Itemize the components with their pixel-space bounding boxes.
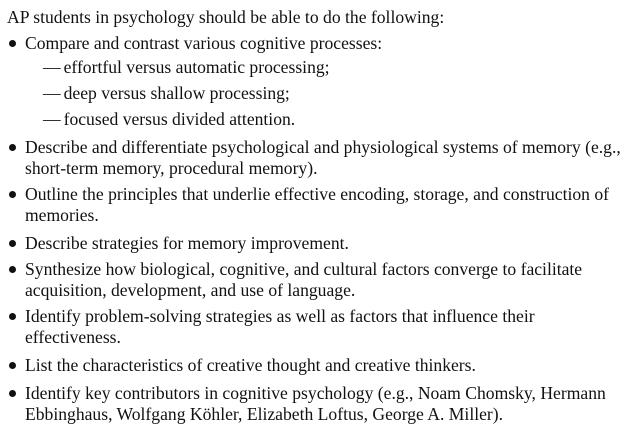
sub-item-list xyxy=(25,57,634,130)
objective-item xyxy=(0,306,634,348)
bullet-icon xyxy=(5,355,19,376)
intro-text: AP students in psychology should be able to do the following: xyxy=(7,7,445,27)
objective-item xyxy=(0,184,634,226)
objective-text: Identify problem-solving strategies as well as factors that influence their effectiveness. xyxy=(25,306,535,347)
objective-text: Describe strategies for memory improvement. xyxy=(25,233,349,253)
objective-item xyxy=(0,383,634,425)
objective-text: Describe and differentiate psychological and physiological systems of memory (e.g., short-term memory, procedural memory). xyxy=(25,137,621,178)
bullet-icon xyxy=(5,259,19,280)
bullet-icon xyxy=(5,306,19,327)
sub-item-text: effortful versus automatic processing; xyxy=(63,57,330,77)
bullet-icon xyxy=(5,383,19,404)
sub-item xyxy=(43,83,634,104)
objective-text: List the characteristics of creative thought and creative thinkers. xyxy=(25,355,476,375)
bullet-icon xyxy=(5,137,19,158)
objectives-list xyxy=(0,33,640,425)
objective-text: Identify key contributors in cognitive psychology (e.g., Noam Chomsky, Hermann Ebbinghaus, Wolfgang Köhler, Elizabeth Loftus, George A. Miller). xyxy=(25,383,606,424)
objective-text: Outline the principles that underlie effective encoding, storage, and construction of memories. xyxy=(25,184,609,225)
dash-marker: — xyxy=(43,83,61,103)
sub-item xyxy=(43,57,634,78)
objective-item xyxy=(0,33,634,130)
objective-item xyxy=(0,355,634,376)
objective-text: Compare and contrast various cognitive processes: xyxy=(25,33,383,53)
sub-item-text: focused versus divided attention. xyxy=(63,109,296,129)
objective-item xyxy=(0,233,634,254)
objective-text: Synthesize how biological, cognitive, and cultural factors converge to facilitate acquisition, development, and use of language. xyxy=(25,259,583,300)
bullet-icon xyxy=(5,33,19,54)
sub-item xyxy=(43,109,634,130)
objective-item xyxy=(0,137,634,179)
dash-marker: — xyxy=(43,57,61,77)
bullet-icon xyxy=(5,184,19,205)
sub-item-text: deep versus shallow processing; xyxy=(63,83,290,103)
bullet-icon xyxy=(5,233,19,254)
objective-item xyxy=(0,259,634,301)
dash-marker: — xyxy=(43,109,61,129)
